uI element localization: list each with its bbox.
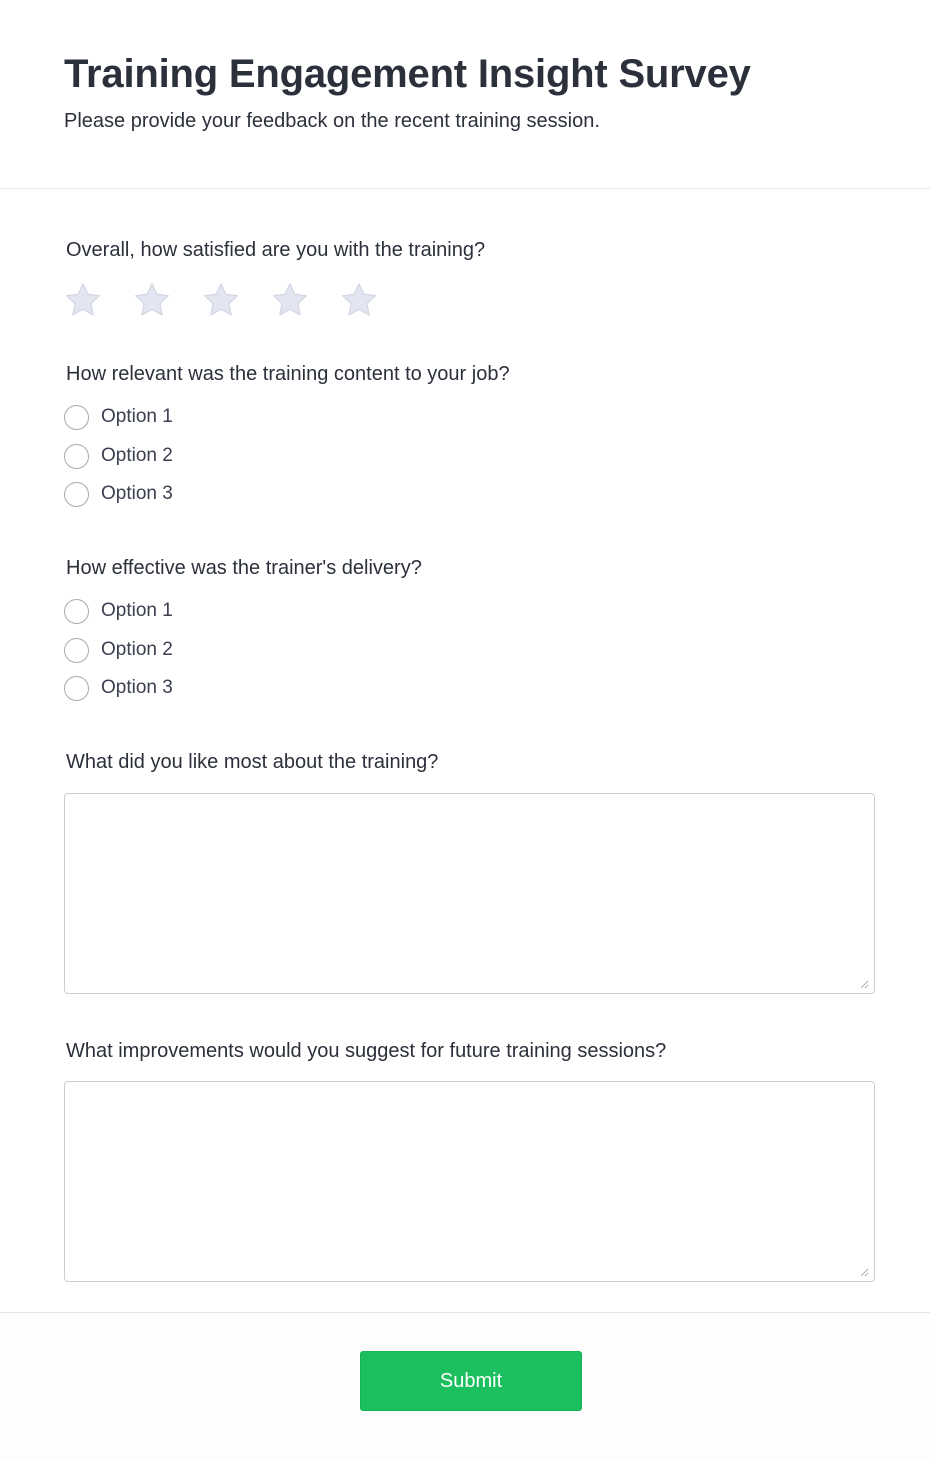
radio-option-label[interactable]: Option 3 bbox=[101, 483, 173, 504]
star-icon[interactable] bbox=[64, 281, 102, 319]
radio-option-label[interactable]: Option 2 bbox=[101, 445, 173, 466]
star-rating[interactable] bbox=[64, 281, 378, 319]
form-footer bbox=[0, 1312, 930, 1459]
radio-option-label[interactable]: Option 1 bbox=[101, 406, 173, 427]
radio-option-label[interactable]: Option 2 bbox=[101, 639, 173, 660]
question-relevance-label: How relevant was the training content to your job? bbox=[66, 363, 510, 385]
relevance-option-3[interactable] bbox=[64, 481, 173, 507]
delivery-option-2[interactable] bbox=[64, 637, 173, 663]
resize-grip-icon[interactable] bbox=[859, 1267, 869, 1277]
delivery-option-1[interactable] bbox=[64, 598, 173, 624]
star-icon[interactable] bbox=[271, 281, 309, 319]
survey-header bbox=[0, 0, 930, 189]
radio-button[interactable] bbox=[64, 444, 89, 469]
question-delivery-label: How effective was the trainer's delivery? bbox=[66, 557, 422, 579]
radio-button[interactable] bbox=[64, 676, 89, 701]
delivery-option-3[interactable] bbox=[64, 675, 173, 701]
submit-button[interactable]: Submit bbox=[360, 1351, 582, 1411]
question-improvements-label: What improvements would you suggest for future training sessions? bbox=[66, 1040, 667, 1062]
star-icon[interactable] bbox=[340, 281, 378, 319]
question-satisfaction-label: Overall, how satisfied are you with the training? bbox=[66, 239, 486, 261]
question-liked-most-label: What did you like most about the training? bbox=[66, 751, 439, 773]
resize-grip-icon[interactable] bbox=[859, 979, 869, 989]
radio-button[interactable] bbox=[64, 405, 89, 430]
star-icon[interactable] bbox=[202, 281, 240, 319]
relevance-option-1[interactable] bbox=[64, 404, 173, 430]
radio-option-label[interactable]: Option 3 bbox=[101, 677, 173, 698]
improvements-textarea[interactable] bbox=[64, 1081, 875, 1282]
page-subtitle: Please provide your feedback on the recent training session. bbox=[64, 110, 600, 132]
relevance-option-2[interactable] bbox=[64, 443, 173, 469]
star-icon[interactable] bbox=[133, 281, 171, 319]
radio-button[interactable] bbox=[64, 599, 89, 624]
radio-option-label[interactable]: Option 1 bbox=[101, 600, 173, 621]
page-title: Training Engagement Insight Survey bbox=[64, 52, 751, 96]
radio-button[interactable] bbox=[64, 482, 89, 507]
liked-most-textarea[interactable] bbox=[64, 793, 875, 994]
radio-button[interactable] bbox=[64, 638, 89, 663]
